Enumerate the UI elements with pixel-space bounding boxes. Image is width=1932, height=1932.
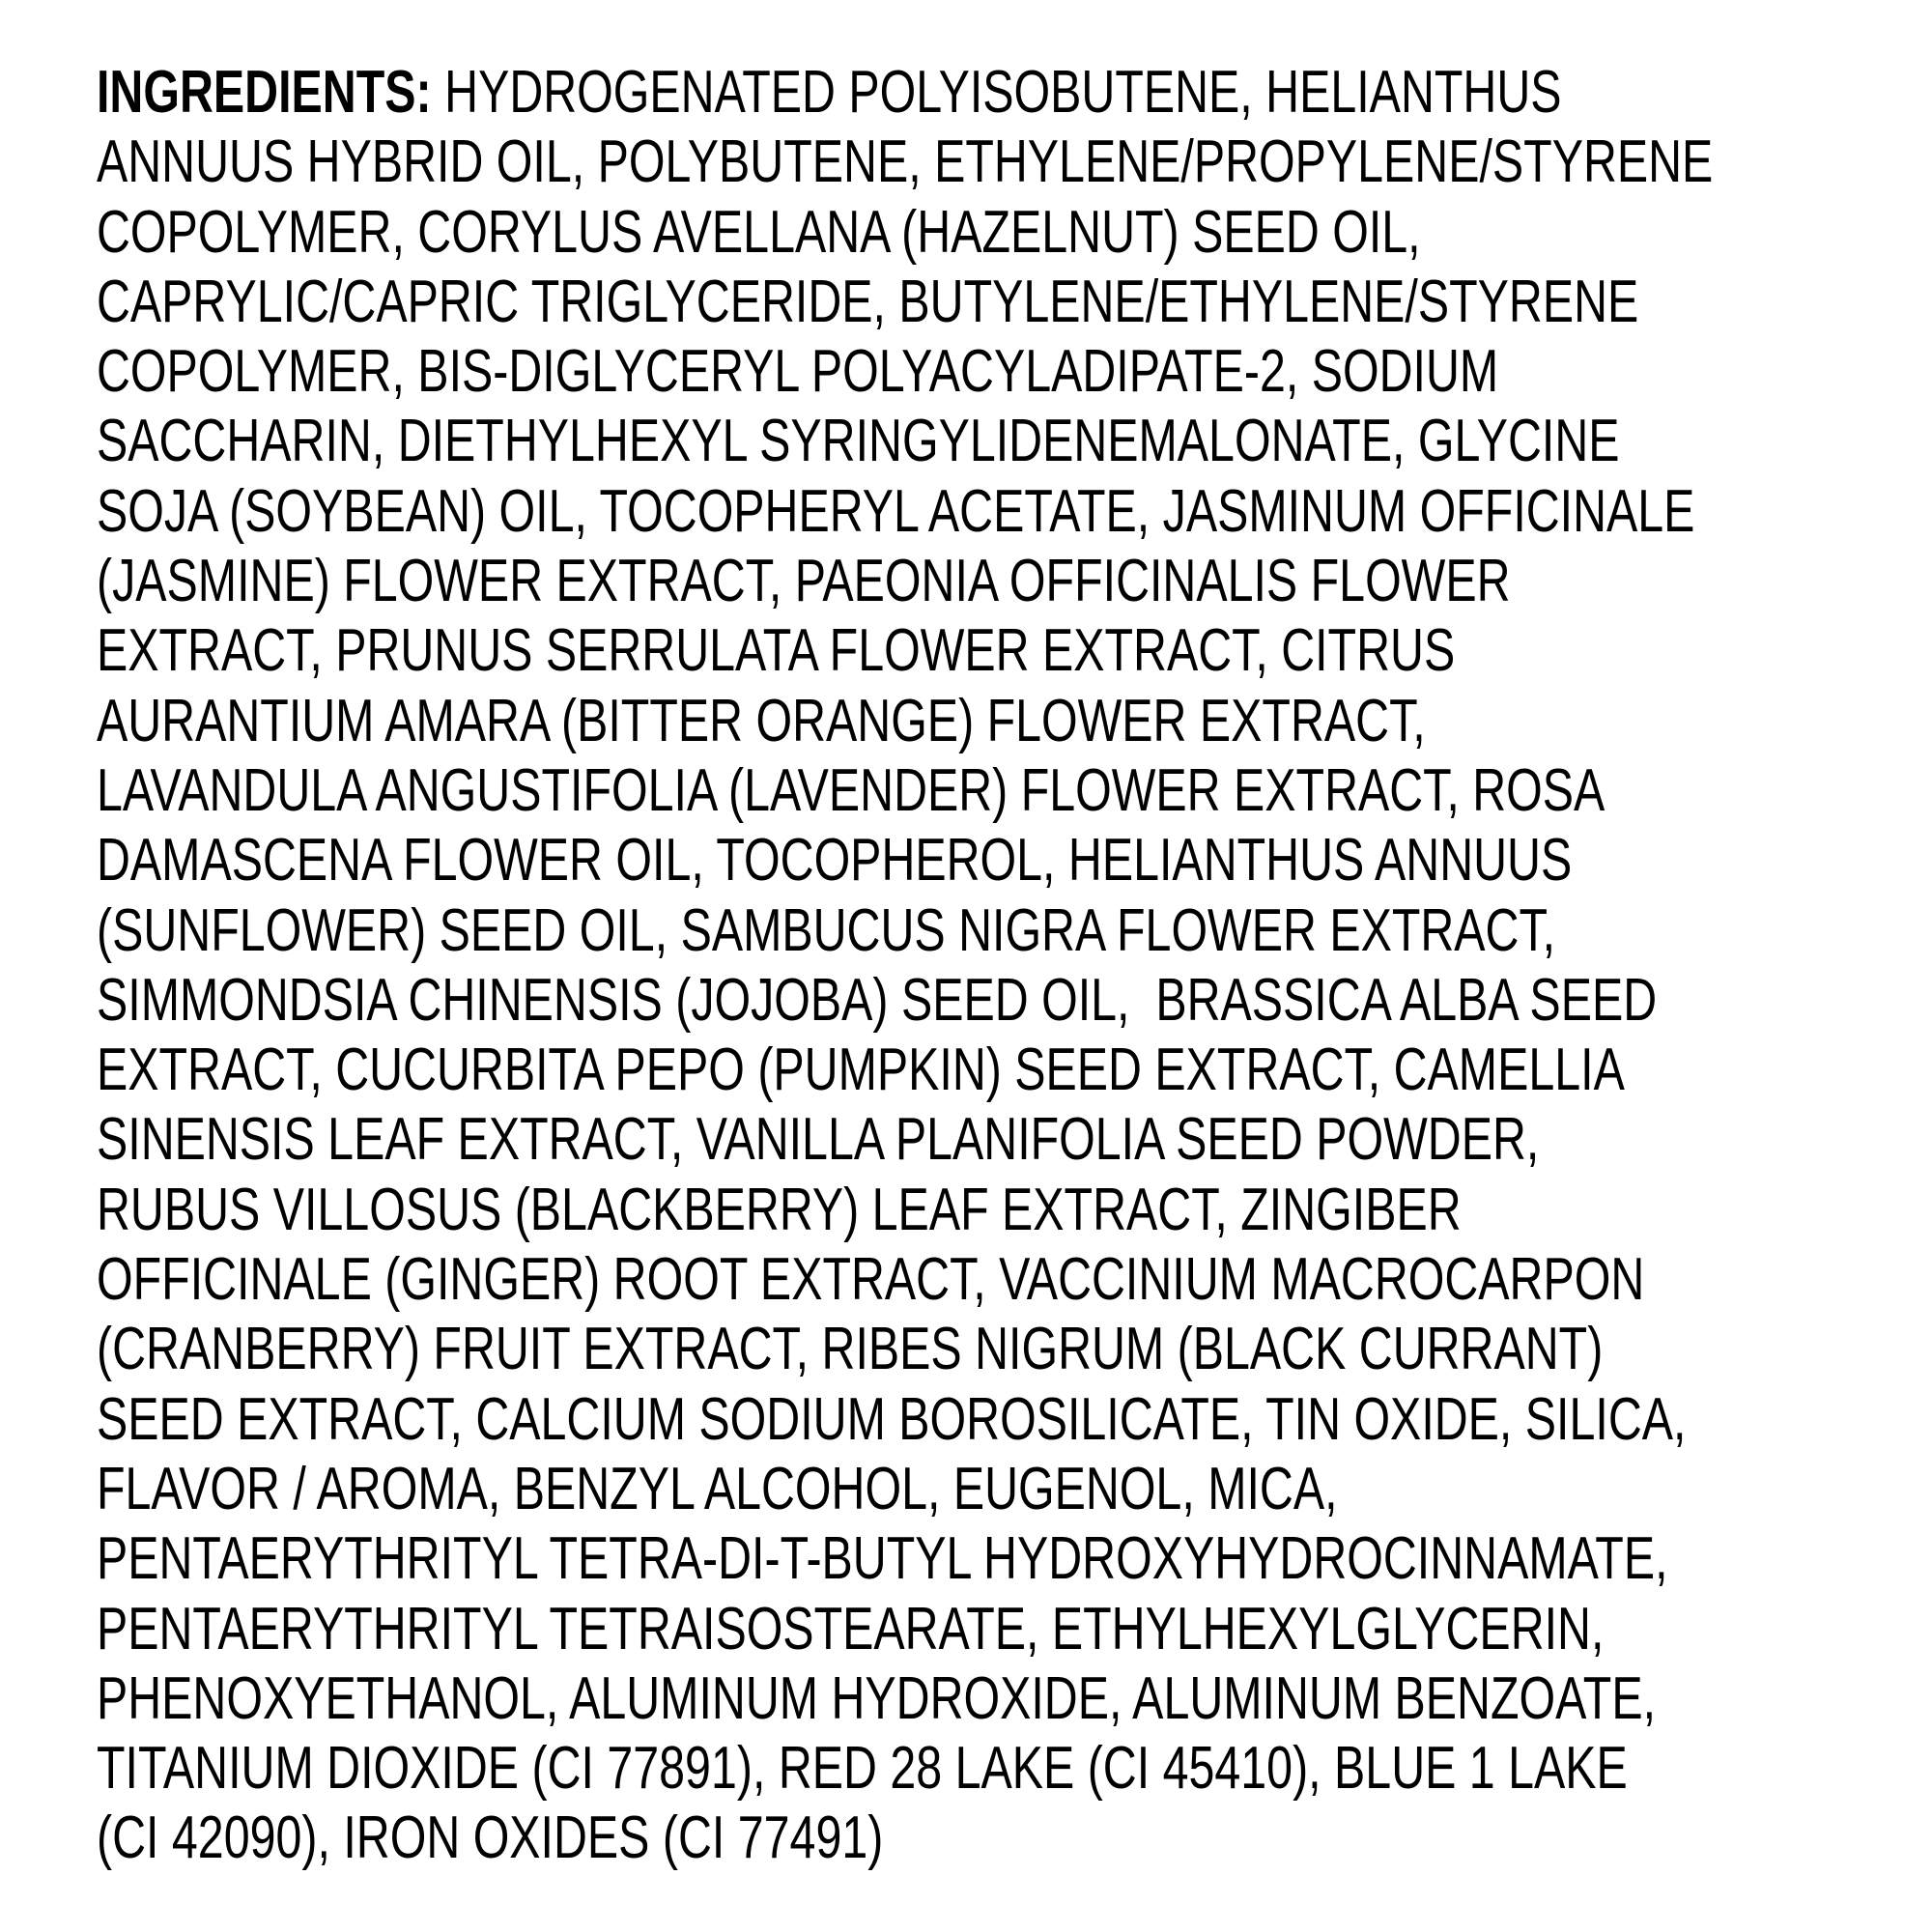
ingredients-line (97, 58, 1713, 128)
ingredients-line: AURANTIUM AMARA (BITTER ORANGE) FLOWER EXTRACT, (97, 687, 1426, 754)
ingredients-line: EXTRACT, CUCURBITA PEPO (PUMPKIN) SEED EXTRACT, CAMELLIA (97, 1037, 1625, 1104)
ingredients-line: (JASMINE) FLOWER EXTRACT, PAEONIA OFFICINALIS FLOWER (97, 548, 1511, 615)
ingredients-line: PENTAERYTHRITYL TETRAISOSTEARATE, ETHYLHEXYLGLYCERIN, (97, 1595, 1605, 1662)
ingredients-text-block (97, 58, 1713, 1874)
ingredients-line: EXTRACT, PRUNUS SERRULATA FLOWER EXTRACT, CITRUS (97, 617, 1456, 685)
ingredients-line: CAPRYLIC/CAPRIC TRIGLYCERIDE, BUTYLENE/ETHYLENE/STYRENE (97, 268, 1639, 335)
ingredients-line: SEED EXTRACT, CALCIUM SODIUM BOROSILICATE, TIN OXIDE, SILICA, (97, 1385, 1687, 1453)
ingredients-line: (CRANBERRY) FRUIT EXTRACT, RIBES NIGRUM (BLACK CURRANT) (97, 1316, 1604, 1383)
ingredients-line: SACCHARIN, DIETHYLHEXYL SYRINGYLIDENEMALONATE, GLYCINE (97, 408, 1620, 475)
ingredients-line: DAMASCENA FLOWER OIL, TOCOPHEROL, HELIANTHUS ANNUUS (97, 827, 1573, 895)
ingredients-line: RUBUS VILLOSUS (BLACKBERRY) LEAF EXTRACT, ZINGIBER (97, 1176, 1462, 1243)
ingredients-line: (SUNFLOWER) SEED OIL, SAMBUCUS NIGRA FLOWER EXTRACT, (97, 896, 1556, 964)
ingredients-line: PHENOXYETHANOL, ALUMINUM HYDROXIDE, ALUMINUM BENZOATE, (97, 1664, 1657, 1732)
ingredients-line: OFFICINALE (GINGER) ROOT EXTRACT, VACCINIUM MACROCARPON (97, 1246, 1645, 1314)
ingredients-line: SOJA (SOYBEAN) OIL, TOCOPHERYL ACETATE, JASMINUM OFFICINALE (97, 477, 1695, 545)
ingredients-line: TITANIUM DIOXIDE (CI 77891), RED 28 LAKE (CI 45410), BLUE 1 LAKE (97, 1735, 1628, 1803)
ingredients-line: COPOLYMER, CORYLUS AVELLANA (HAZELNUT) SEED OIL, (97, 198, 1421, 266)
ingredients-line: ANNUUS HYBRID OIL, POLYBUTENE, ETHYLENE/PROPYLENE/STYRENE (97, 128, 1714, 196)
ingredients-line: (CI 42090), IRON OXIDES (CI 77491) (97, 1804, 884, 1872)
ingredients-line: FLAVOR / AROMA, BENZYL ALCOHOL, EUGENOL, MICA, (97, 1455, 1338, 1522)
ingredients-line: SIMMONDSIA CHINENSIS (JOJOBA) SEED OIL, BRASSICA ALBA SEED (97, 966, 1658, 1034)
ingredients-line-text: HYDROGENATED POLYISOBUTENE, HELIANTHUS (444, 59, 1562, 126)
ingredients-line: PENTAERYTHRITYL TETRA-DI-T-BUTYL HYDROXYHYDROCINNAMATE, (97, 1525, 1668, 1593)
ingredients-line: COPOLYMER, BIS-DIGLYCERYL POLYACYLADIPATE-2, SODIUM (97, 338, 1499, 406)
ingredients-line: SINENSIS LEAF EXTRACT, VANILLA PLANIFOLIA SEED POWDER, (97, 1106, 1540, 1174)
ingredients-line: LAVANDULA ANGUSTIFOLIA (LAVENDER) FLOWER EXTRACT, ROSA (97, 756, 1605, 824)
ingredients-heading: INGREDIENTS: (97, 59, 432, 126)
